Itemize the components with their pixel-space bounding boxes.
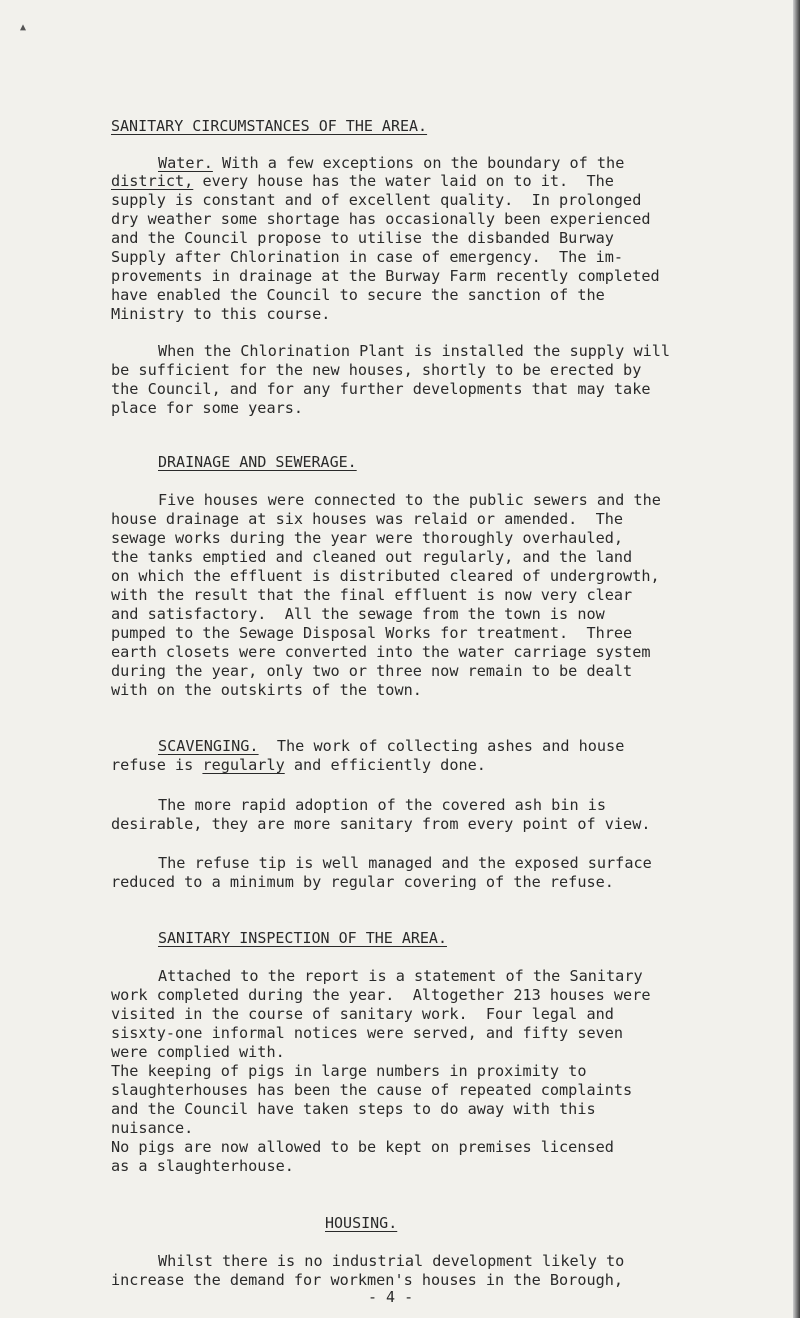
inspection-line: as a slaughterhouse. [111, 1157, 294, 1175]
scavenging-para2-line: desirable, they are more sanitary from every point of view. [111, 815, 651, 833]
inspection-line: slaughterhouses has been the cause of repeated complaints [111, 1081, 633, 1099]
water-para2-line: the Council, and for any further developments that may take [111, 380, 651, 398]
scavenging-line-2: refuse is regularly and efficiently done. [111, 756, 486, 774]
water-para2-line: be sufficient for the new houses, shortly to be erected by [111, 361, 642, 379]
drainage-line: during the year, only two or three now remain to be dealt [111, 662, 633, 680]
housing-heading: HOUSING. [325, 1214, 398, 1232]
scavenging-para3-line: The refuse tip is well managed and the exposed surface [158, 854, 652, 872]
inspection-line: nuisance. [111, 1119, 194, 1137]
drainage-line: on which the effluent is distributed cleared of undergrowth, [111, 567, 660, 585]
inspection-line: work completed during the year. Altogether 213 houses were [111, 986, 651, 1004]
inspection-line: were complied with. [111, 1043, 285, 1061]
drainage-line: the tanks emptied and cleaned out regularly, and the land [111, 548, 633, 566]
drainage-line: with on the outskirts of the town. [111, 681, 422, 699]
drainage-line: earth closets were converted into the water carriage system [111, 643, 651, 661]
drainage-line: Five houses were connected to the public sewers and the [158, 491, 661, 509]
water-heading: Water. [158, 154, 213, 172]
housing-line: increase the demand for workmen's houses in the Borough, [111, 1271, 624, 1289]
drainage-line: with the result that the final effluent is now very clear [111, 586, 633, 604]
page-edge-shadow [793, 0, 800, 1318]
water-line: and the Council propose to utilise the disbanded Burway [111, 229, 614, 247]
drainage-line: house drainage at six houses was relaid or amended. The [111, 510, 624, 528]
housing-line: Whilst there is no industrial development likely to [158, 1252, 625, 1270]
drainage-line: sewage works during the year were thoroughly overhauled, [111, 529, 624, 547]
drainage-line: and satisfactory. All the sewage from the town is now [111, 605, 605, 623]
water-line: have enabled the Council to secure the sanction of the [111, 286, 605, 304]
water-para2-line: When the Chlorination Plant is installed the supply will [158, 342, 671, 360]
water-line: dry weather some shortage has occasionally been experienced [111, 210, 651, 228]
inspection-heading: SANITARY INSPECTION OF THE AREA. [158, 929, 447, 947]
water-line: Ministry to this course. [111, 305, 331, 323]
drainage-heading: DRAINAGE AND SEWERAGE. [158, 453, 357, 471]
inspection-line: visited in the course of sanitary work. Four legal and [111, 1005, 614, 1023]
scavenging-para2-line: The more rapid adoption of the covered ash bin is [158, 796, 607, 814]
scavenging-para3-line: reduced to a minimum by regular covering of the refuse. [111, 873, 614, 891]
corner-mark: ▲ [20, 22, 27, 33]
scavenging-heading: SCAVENGING. [158, 737, 259, 755]
inspection-line: sisxty-one informal notices were served, and fifty seven [111, 1024, 624, 1042]
page-number: - 4 - [368, 1288, 414, 1306]
water-para2-line: place for some years. [111, 399, 304, 417]
page-title: SANITARY CIRCUMSTANCES OF THE AREA. [111, 117, 428, 135]
water-line-2: district, every house has the water laid on to it. The [111, 172, 614, 190]
water-line: provements in drainage at the Burway Farm recently completed [111, 267, 660, 285]
water-line: supply is constant and of excellent quality. In prolonged [111, 191, 642, 209]
inspection-line: The keeping of pigs in large numbers in proximity to [111, 1062, 587, 1080]
inspection-line: No pigs are now allowed to be kept on premises licensed [111, 1138, 614, 1156]
scavenging-line-1: SCAVENGING. The work of collecting ashes and house [158, 737, 625, 755]
water-line-1: Water. With a few exceptions on the boundary of the [158, 154, 625, 172]
inspection-line: and the Council have taken steps to do away with this [111, 1100, 596, 1118]
drainage-line: pumped to the Sewage Disposal Works for treatment. Three [111, 624, 633, 642]
inspection-line: Attached to the report is a statement of the Sanitary [158, 967, 643, 985]
water-line: Supply after Chlorination in case of emergency. The im- [111, 248, 624, 266]
